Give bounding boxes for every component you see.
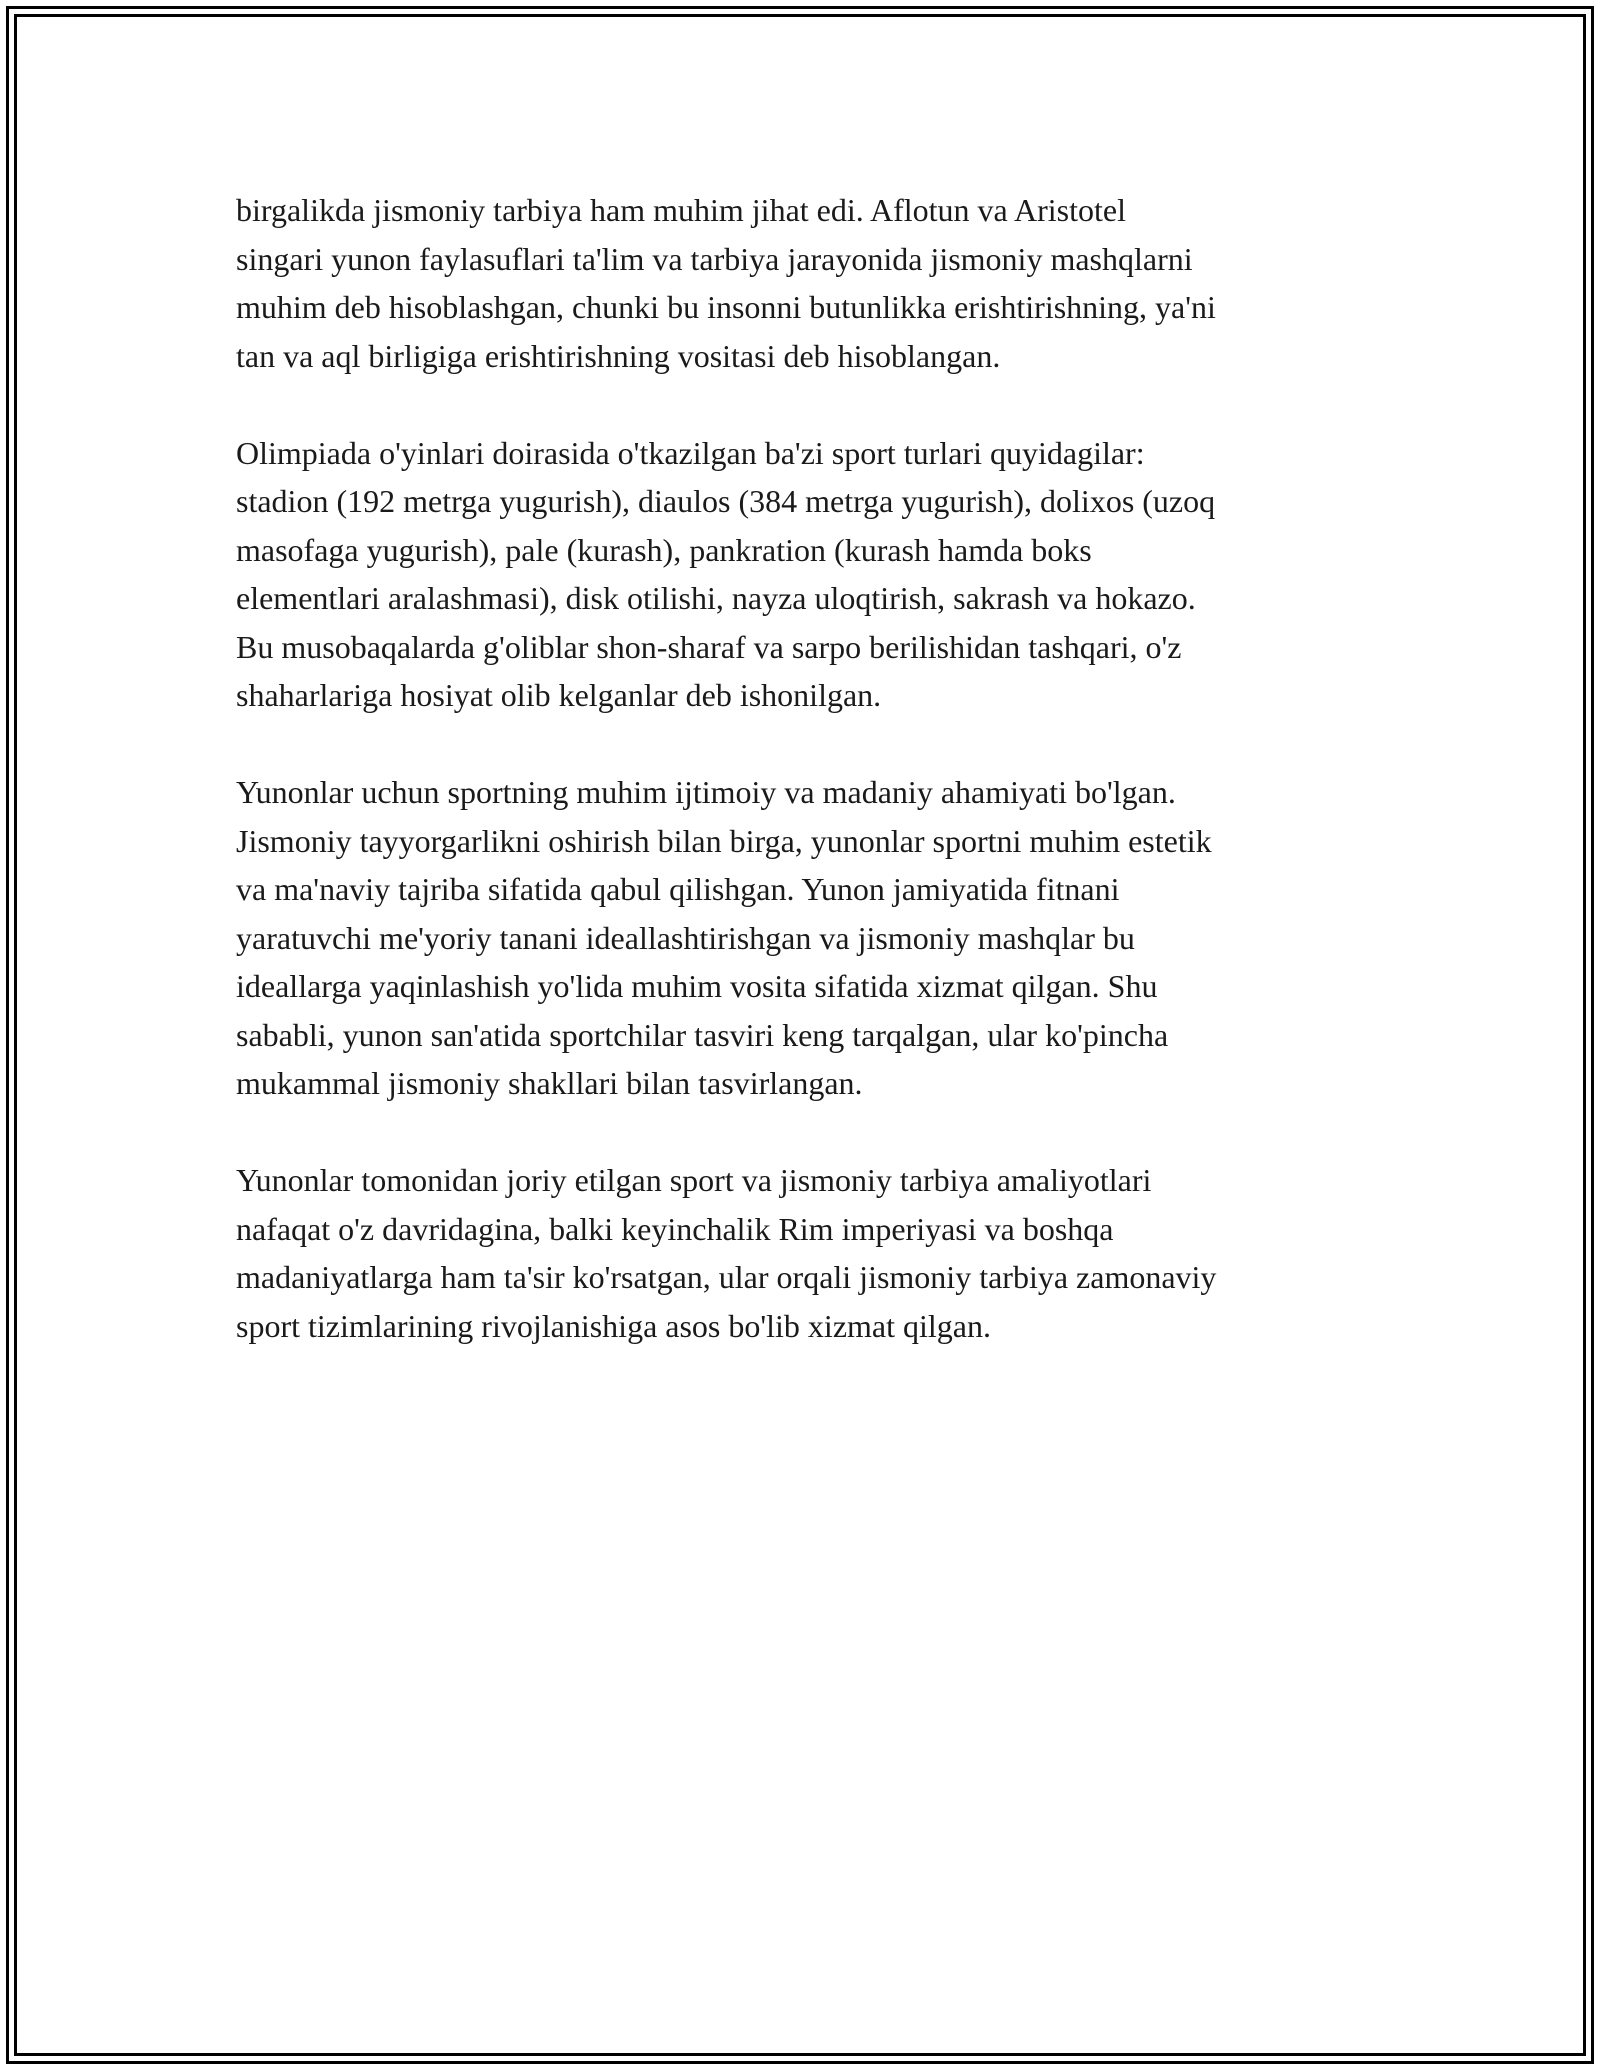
text-line: yaratuvchi me'yoriy tanani ideallashtirishgan va jismoniy mashqlar bu bbox=[236, 919, 1135, 956]
text-line: sababli, yunon san'atida sportchilar tasviri keng tarqalgan, ular ko'pincha bbox=[236, 1016, 1169, 1053]
text-line: Yunonlar uchun sportning muhim ijtimoiy va madaniy ahamiyati bo'lgan. bbox=[236, 774, 1176, 810]
text-line: Jismoniy tayyorgarlikni oshirish bilan birga, yunonlar sportni muhim estetik bbox=[236, 822, 1212, 859]
text-line: stadion (192 metrga yugurish), diaulos (384 metrga yugurish), dolixos (uzoq bbox=[236, 483, 1216, 519]
text-line: shaharlariga hosiyat olib kelganlar deb ishonilgan. bbox=[236, 677, 882, 713]
text-line: Bu musobaqalarda g'oliblar shon-sharaf va sarpo berilishidan tashqari, o'z bbox=[236, 628, 1182, 665]
text-line: elementlari aralashmasi), disk otilishi, nayza uloqtirish, sakrash va hokazo. bbox=[236, 580, 1196, 616]
paragraph-2 bbox=[236, 429, 1376, 720]
paragraph-3 bbox=[236, 768, 1376, 1108]
text-line: ideallarga yaqinlashish yo'lida muhim vosita sifatida xizmat qilgan. Shu bbox=[236, 968, 1158, 1004]
text-line: madaniyatlarga ham ta'sir ko'rsatgan, ular orqali jismoniy tarbiya zamonaviy bbox=[236, 1259, 1217, 1295]
text-line: mukammal jismoniy shakllari bilan tasvirlangan. bbox=[236, 1065, 863, 1101]
paragraph-4 bbox=[236, 1156, 1376, 1350]
text-line: birgalikda jismoniy tarbiya ham muhim jihat edi. Aflotun va Aristotel bbox=[236, 192, 1126, 228]
text-line: masofaga yugurish), pale (kurash), pankration (kurash hamda boks bbox=[236, 531, 1092, 568]
paragraph-1 bbox=[236, 186, 1376, 380]
text-line: tan va aql birligiga erishtirishning vositasi deb hisoblangan. bbox=[236, 337, 1001, 374]
text-line: nafaqat o'z davridagina, balki keyinchalik Rim imperiyasi va boshqa bbox=[236, 1210, 1114, 1247]
text-line: singari yunon faylasuflari ta'lim va tarbiya jarayonida jismoniy mashqlarni bbox=[236, 240, 1193, 277]
text-line: muhim deb hisoblashgan, chunki bu insonni butunlikka erishtirishning, ya'ni bbox=[236, 289, 1216, 325]
text-line: Olimpiada o'yinlari doirasida o'tkazilgan ba'zi sport turlari quyidagilar: bbox=[236, 434, 1145, 471]
document-body bbox=[236, 186, 1376, 1399]
text-line: Yunonlar tomonidan joriy etilgan sport va jismoniy tarbiya amaliyotlari bbox=[236, 1162, 1152, 1198]
text-line: va ma'naviy tajriba sifatida qabul qilishgan. Yunon jamiyatida fitnani bbox=[236, 871, 1120, 907]
text-line: sport tizimlarining rivojlanishiga asos bo'lib xizmat qilgan. bbox=[236, 1307, 991, 1344]
